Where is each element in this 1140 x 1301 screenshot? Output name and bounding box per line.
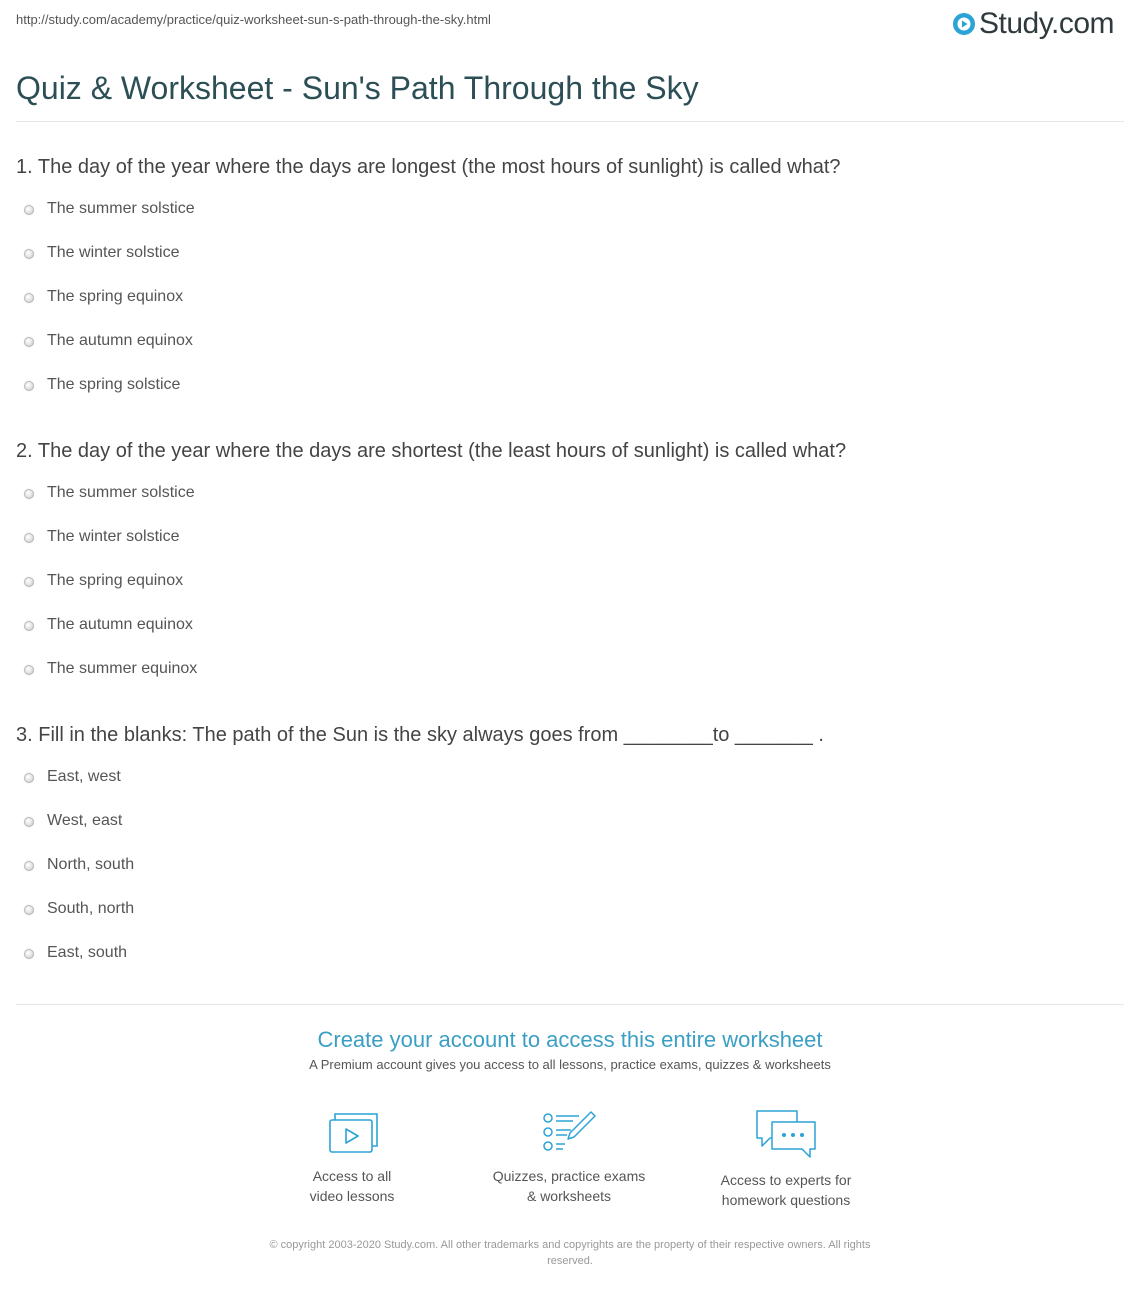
option-label: East, west <box>47 768 121 785</box>
answer-options <box>16 199 1126 419</box>
answer-option[interactable] <box>16 855 1126 899</box>
feature-label <box>252 1166 452 1206</box>
answer-option[interactable] <box>16 331 1126 375</box>
answer-option[interactable] <box>16 571 1126 615</box>
answer-options <box>16 483 1126 703</box>
feature-label-line: homework questions <box>721 1192 851 1208</box>
feature-label <box>469 1166 669 1206</box>
logo-text: Study.com <box>979 7 1114 40</box>
cta-title[interactable]: Create your account to access this entire worksheet <box>317 1027 823 1052</box>
option-label: The autumn equinox <box>47 616 193 633</box>
radio-button[interactable] <box>24 577 34 587</box>
answer-option[interactable] <box>16 527 1126 571</box>
radio-button[interactable] <box>24 337 34 347</box>
radio-button[interactable] <box>24 381 34 391</box>
option-label: The winter solstice <box>47 528 180 545</box>
radio-button[interactable] <box>24 205 34 215</box>
question-text: 3. Fill in the blanks: The path of the Sun is the sky always goes from ________to _______ . <box>16 724 824 746</box>
copyright-line: © copyright 2003-2020 Study.com. All other trademarks and copyrights are the property of their respective owners. All rights <box>269 1239 871 1251</box>
answer-option[interactable] <box>16 899 1126 943</box>
answer-option[interactable] <box>16 943 1126 987</box>
chat-bubbles-icon <box>754 1108 818 1160</box>
option-label: East, south <box>47 944 128 961</box>
radio-button[interactable] <box>24 773 34 783</box>
page-title: Quiz & Worksheet - Sun's Path Through the Sky <box>16 70 699 106</box>
feature-label-line: & worksheets <box>526 1188 612 1204</box>
radio-button[interactable] <box>24 489 34 499</box>
answer-option[interactable] <box>16 243 1126 287</box>
radio-button[interactable] <box>24 861 34 871</box>
section-divider <box>16 1004 1124 1005</box>
study-logo[interactable] <box>952 6 1114 42</box>
answer-option[interactable] <box>16 615 1126 659</box>
question-2 <box>16 439 1126 703</box>
question-3 <box>16 723 1126 987</box>
option-label: The spring equinox <box>47 572 184 589</box>
radio-button[interactable] <box>24 293 34 303</box>
title-divider <box>16 121 1124 122</box>
radio-button[interactable] <box>24 665 34 675</box>
page-url: http://study.com/academy/practice/quiz-worksheet-sun-s-path-through-the-sky.html <box>16 12 491 27</box>
feature-label-line: Access to experts for <box>720 1172 852 1188</box>
cta-subtitle: A Premium account gives you access to all lessons, practice exams, quizzes & worksheets <box>309 1057 831 1072</box>
feature-label-line: Access to all <box>312 1168 392 1184</box>
feature-video-lessons <box>252 1108 452 1206</box>
play-logo-icon <box>952 12 976 36</box>
answer-option[interactable] <box>16 659 1126 703</box>
option-label: The spring equinox <box>47 288 184 305</box>
option-label: The winter solstice <box>47 244 180 261</box>
answer-options <box>16 767 1126 987</box>
radio-button[interactable] <box>24 533 34 543</box>
option-label: The spring solstice <box>47 376 181 393</box>
radio-button[interactable] <box>24 249 34 259</box>
answer-option[interactable] <box>16 199 1126 243</box>
feature-quizzes <box>469 1108 669 1206</box>
video-lessons-icon <box>326 1108 378 1156</box>
feature-label-line: video lessons <box>309 1188 395 1204</box>
quiz-checklist-icon <box>541 1108 597 1156</box>
radio-button[interactable] <box>24 949 34 959</box>
question-1 <box>16 155 1126 419</box>
option-label: The summer solstice <box>47 200 195 217</box>
option-label: West, east <box>47 812 123 829</box>
answer-option[interactable] <box>16 287 1126 331</box>
answer-option[interactable] <box>16 375 1126 419</box>
option-label: The autumn equinox <box>47 332 193 349</box>
top-bar <box>0 0 1140 50</box>
feature-label-line: Quizzes, practice exams <box>492 1168 646 1184</box>
copyright-line: reserved. <box>547 1255 593 1267</box>
feature-experts <box>686 1108 886 1210</box>
answer-option[interactable] <box>16 483 1126 527</box>
copyright-notice <box>210 1237 930 1269</box>
question-text: 1. The day of the year where the days are longest (the most hours of sunlight) is called what? <box>16 156 841 178</box>
option-label: South, north <box>47 900 135 917</box>
answer-option[interactable] <box>16 767 1126 811</box>
feature-label <box>686 1170 886 1210</box>
answer-option[interactable] <box>16 811 1126 855</box>
option-label: North, south <box>47 856 135 873</box>
radio-button[interactable] <box>24 621 34 631</box>
radio-button[interactable] <box>24 817 34 827</box>
question-text: 2. The day of the year where the days are shortest (the least hours of sunlight) is called what? <box>16 440 847 462</box>
radio-button[interactable] <box>24 905 34 915</box>
option-label: The summer equinox <box>47 660 198 677</box>
option-label: The summer solstice <box>47 484 195 501</box>
